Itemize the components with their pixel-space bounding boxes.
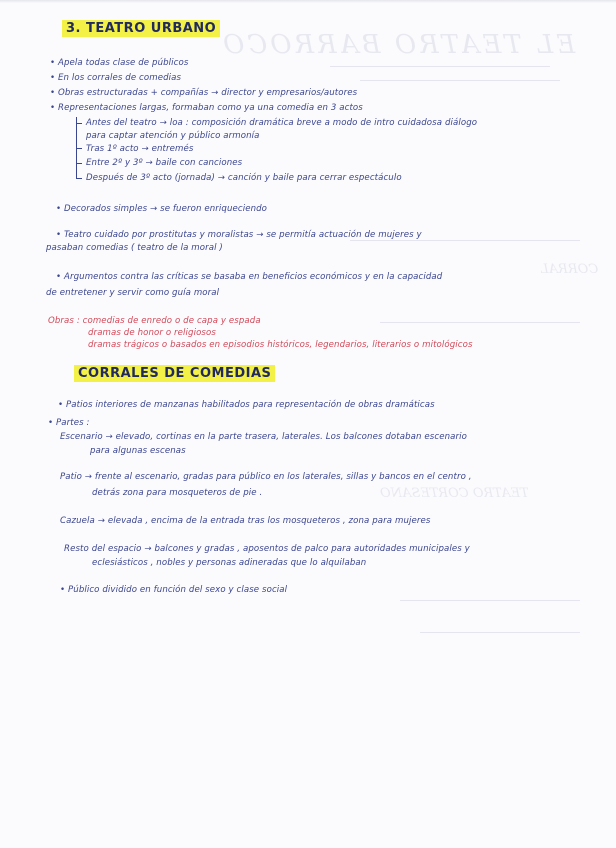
show-through-line bbox=[420, 632, 580, 633]
note-line: • Público dividido en función del sexo y clase social bbox=[60, 585, 288, 595]
bracket-tick bbox=[76, 123, 82, 124]
note-line-red: Obras : comedias de enredo o de capa y espada bbox=[48, 316, 261, 326]
note-line: • Teatro cuidado por prostitutas y moralistas → se permitía actuación de mujeres y bbox=[56, 230, 422, 240]
note-line: Patio → frente al escenario, gradas para público en los laterales, sillas y bancos en el centro , bbox=[60, 472, 472, 482]
page-top-edge bbox=[0, 0, 616, 3]
bracket-tick bbox=[76, 178, 82, 179]
note-line: • En los corrales de comedias bbox=[50, 73, 182, 83]
note-line: Escenario → elevado, cortinas en la parte trasera, laterales. Los balcones dotaban escenario bbox=[60, 432, 467, 442]
section-heading: 3. TEATRO URBANO bbox=[62, 20, 220, 37]
show-through-line bbox=[360, 80, 560, 81]
note-line: • Patios interiores de manzanas habilitados para representación de obras dramáticas bbox=[58, 400, 435, 410]
note-subline: para captar atención y público armonía bbox=[86, 131, 260, 141]
note-line: • Argumentos contra las críticas se basaba en beneficios económicos y en la capacidad bbox=[56, 272, 443, 282]
note-line-red: dramas trágicos o basados en episodios históricos, legendarios, literarios o mitológicos bbox=[88, 340, 473, 350]
note-subline: Entre 2º y 3º → baile con canciones bbox=[86, 158, 243, 168]
show-through-title: EL TEATRO BARROCO bbox=[220, 30, 576, 60]
note-line: de entretener y servir como guía moral bbox=[46, 288, 220, 298]
note-subline: Antes del teatro → loa : composición dramática breve a modo de intro cuidadosa diálogo bbox=[86, 118, 478, 128]
bracket-tick bbox=[76, 148, 82, 149]
note-line-red: dramas de honor o religiosos bbox=[88, 328, 216, 338]
note-line: • Decorados simples → se fueron enriqueciendo bbox=[56, 204, 268, 214]
note-line: para algunas escenas bbox=[90, 446, 186, 456]
bracket-tick bbox=[76, 163, 82, 164]
note-line: Resto del espacio → balcones y gradas , aposentos de palco para autoridades municipales y bbox=[64, 544, 470, 554]
section-heading: CORRALES DE COMEDIAS bbox=[74, 365, 275, 382]
show-through-text: CORRAL bbox=[540, 262, 599, 277]
show-through-line bbox=[400, 600, 580, 601]
note-line: pasaban comedias ( teatro de la moral ) bbox=[46, 243, 223, 253]
note-line: • Obras estructuradas + compañías → director y empresarios/autores bbox=[50, 88, 358, 98]
show-through-line bbox=[330, 66, 550, 67]
note-line: • Partes : bbox=[48, 418, 90, 428]
note-line: Cazuela → elevada , encima de la entrada tras los mosqueteros , zona para mujeres bbox=[60, 516, 431, 526]
note-subline: Tras 1º acto → entremés bbox=[86, 144, 194, 154]
show-through-text: TEATRO CORTESANO bbox=[380, 486, 529, 501]
note-subline: Después de 3º acto (jornada) → canción y baile para cerrar espectáculo bbox=[86, 173, 402, 183]
note-line: • Apela todas clase de públicos bbox=[50, 58, 189, 68]
note-line: detrás zona para mosqueteros de pie . bbox=[92, 488, 263, 498]
note-line: • Representaciones largas, formaban como ya una comedia en 3 actos bbox=[50, 103, 363, 113]
show-through-line bbox=[380, 322, 580, 323]
note-line: eclesiásticos , nobles y personas adineradas que lo alquilaban bbox=[92, 558, 367, 568]
